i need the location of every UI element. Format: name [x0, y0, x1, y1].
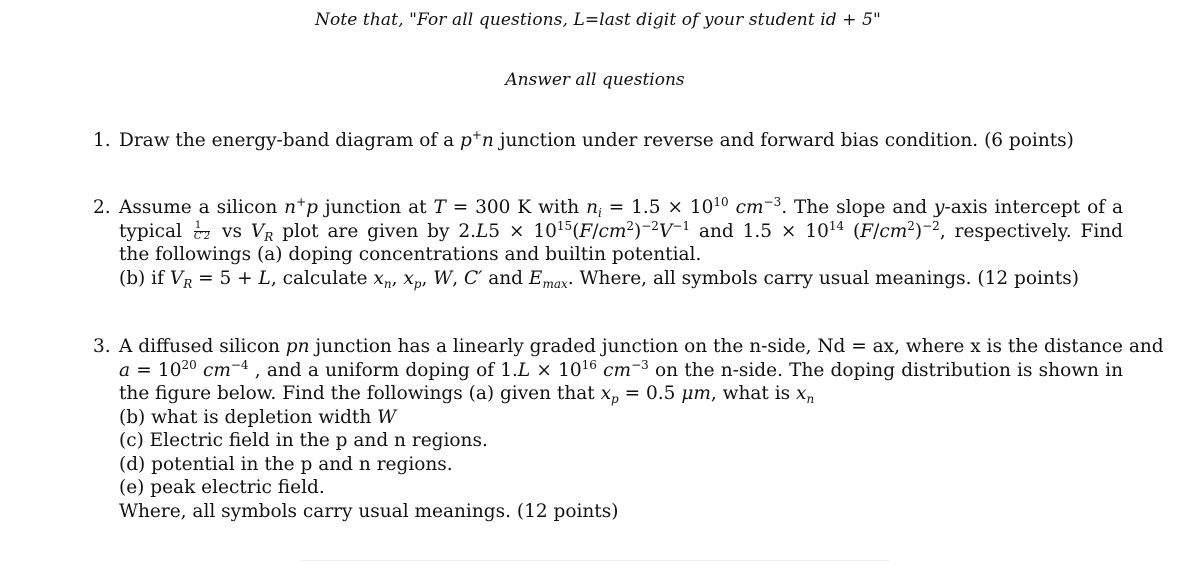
question-number: 2. [93, 197, 111, 218]
fraction: $\frac{1}{C'2}$ [193, 220, 211, 242]
question-line: the followings (a) doping concentrations and builtin potential. [119, 244, 702, 265]
instruction-text: Answer all questions [505, 70, 685, 90]
question-line: typical $\frac{1}{C'2}$ vs $V_R$ plot are given by $2.L5 \times 10^{15}(F/cm^2)^{-2}V^{-1}$ and $1.5 \times 10^{14}$ $(F/cm^2)^{-2}$, respectively. Find [119, 218, 1123, 244]
question-line: (d) potential in the p and n regions. [119, 453, 453, 475]
question-number: 1. [93, 130, 111, 151]
question-number: 3. [93, 336, 111, 357]
note-line [0, 10, 1204, 30]
question-line: $a = 10^{20}$ $cm^{-4}$ , and a uniform doping of $1.L \times 10^{16}$ $cm^{-3}$ on the n-side. The doping distribution is shown in [119, 357, 1123, 381]
question-line: (c) Electric field in the p and n regions. [119, 430, 488, 451]
question-1 [93, 129, 1123, 153]
question-3 [93, 335, 1164, 523]
question-line: (e) peak electric field. [119, 477, 325, 498]
question-line: (b) if $V_R = 5 + L$, calculate $x_n$, $x_p$, W, C′ and $E_{max}$. Where, all symbols carry usual meanings. (12 points) [119, 267, 1079, 291]
question-body [119, 335, 1164, 523]
note-text: Note that, "For all questions, L=last digit of your student id + 5" [315, 10, 881, 30]
instruction-line [0, 70, 1204, 90]
divider [300, 560, 890, 561]
question-body [119, 196, 1123, 290]
math-symbol: W [377, 406, 397, 428]
question-line: Assume a silicon n+p junction at T = 300 K with $n_i = 1.5 \times 10^{10}$ $cm^{-3}$. The slope and y-axis intercept of a [119, 195, 1123, 220]
question-line: Where, all symbols carry usual meanings. (12 points) [119, 500, 619, 522]
question-line: (b) what is depletion width W [119, 406, 397, 428]
question-text: Draw the energy-band diagram of a p+n junction under reverse and forward bias condition. (6 points) [119, 128, 1074, 151]
question-line: the figure below. Find the followings (a) given that $x_p = 0.5$ μm, what is $x_n$ [119, 383, 815, 406]
question-line: A diffused silicon pn junction has a linearly graded junction on the n-side, Nd = ax, where x is the distance and [119, 336, 1164, 357]
question-2 [93, 196, 1123, 290]
question-body [119, 129, 1123, 153]
